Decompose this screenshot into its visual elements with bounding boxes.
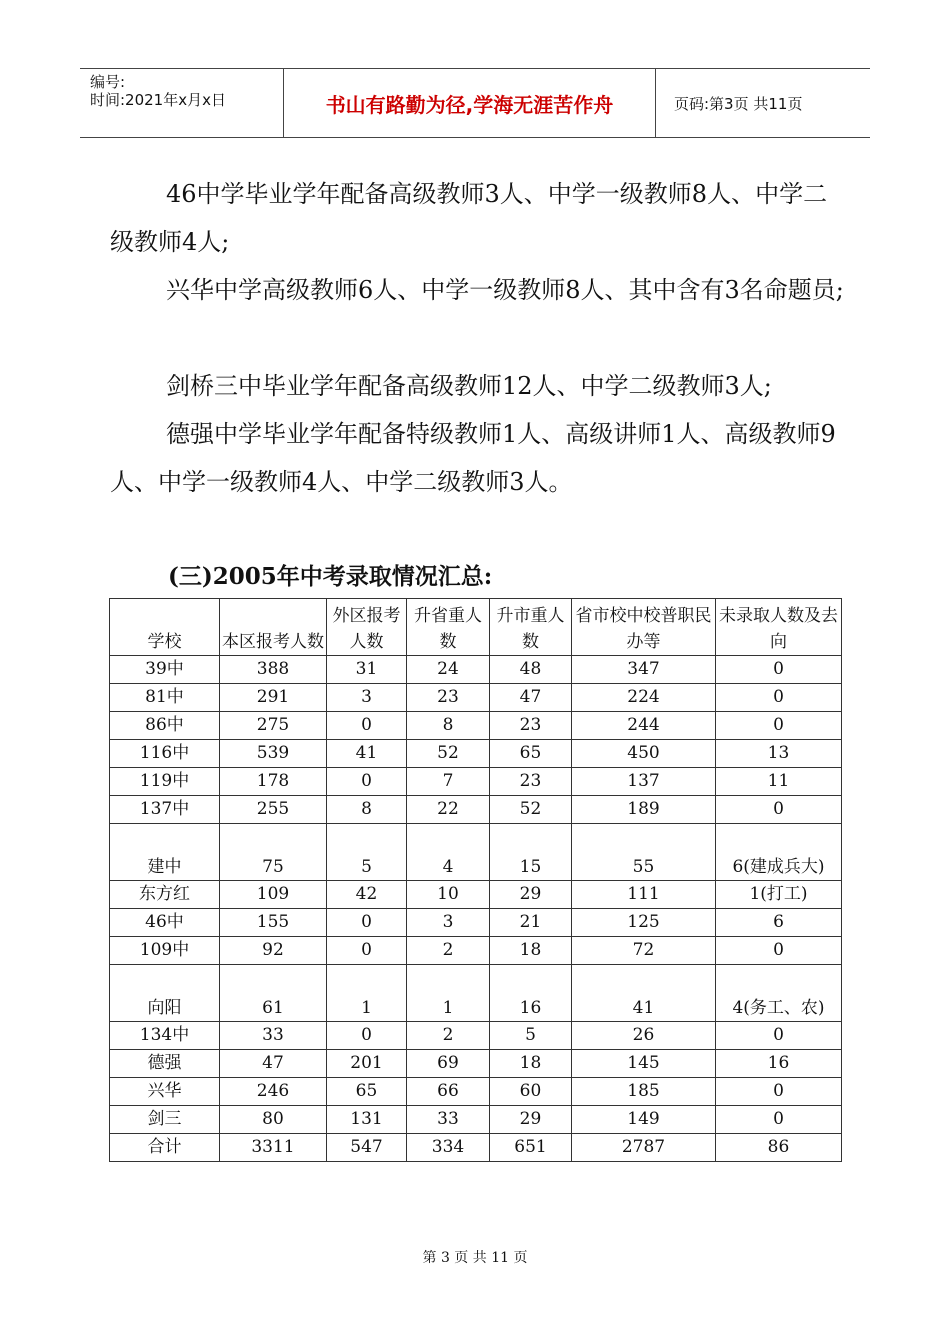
- table-cell: 6(建成兵大): [716, 824, 842, 881]
- table-cell: 41: [572, 965, 716, 1022]
- table-cell: 111: [572, 881, 716, 909]
- table-cell: 29: [490, 881, 572, 909]
- table-cell: 0: [716, 937, 842, 965]
- table-cell: 0: [716, 684, 842, 712]
- table-cell: 2: [407, 1022, 490, 1050]
- table-cell: 275: [220, 712, 327, 740]
- page-info-text: 页码:第3页 共11页: [674, 94, 803, 113]
- table-cell: 3: [407, 909, 490, 937]
- table-cell: 137: [572, 768, 716, 796]
- table-cell: 0: [716, 656, 842, 684]
- table-cell: 388: [220, 656, 327, 684]
- table-cell: 剑三: [110, 1106, 220, 1134]
- table-row: [110, 909, 842, 937]
- table-cell: 42: [327, 881, 407, 909]
- table-cell: 22: [407, 796, 490, 824]
- table-cell: 18: [490, 1050, 572, 1078]
- table-row: [110, 965, 842, 1022]
- table-row: [110, 684, 842, 712]
- table-cell: 450: [572, 740, 716, 768]
- table-cell: 0: [327, 909, 407, 937]
- table-cell: 3311: [220, 1134, 327, 1162]
- table-cell: 3: [327, 684, 407, 712]
- table-cell: 48: [490, 656, 572, 684]
- table-cell: 23: [490, 768, 572, 796]
- header-cell: 升省重人数: [407, 599, 490, 656]
- header-cell: 外区报考人数: [327, 599, 407, 656]
- table-cell: 69: [407, 1050, 490, 1078]
- table-cell: 7: [407, 768, 490, 796]
- table-row: [110, 768, 842, 796]
- table-cell: 4(务工、农): [716, 965, 842, 1022]
- table-row: [110, 740, 842, 768]
- paragraph-3: 剑桥三中毕业学年配备高级教师12人、中学二级教师3人;: [166, 372, 772, 400]
- table-row: [110, 1050, 842, 1078]
- table-cell: 539: [220, 740, 327, 768]
- table-cell: 109中: [110, 937, 220, 965]
- table-cell: 189: [572, 796, 716, 824]
- header-cell: 学校: [110, 599, 220, 656]
- paragraph-2: 兴华中学高级教师6人、中学一级教师8人、其中含有3名命题员;: [166, 276, 844, 304]
- section-title: (三)2005年中考录取情况汇总:: [168, 563, 493, 590]
- table-cell: 33: [220, 1022, 327, 1050]
- page-footer: 第 3 页 共 11 页: [422, 1250, 528, 1266]
- header-cell: 未录取人数及去向: [716, 599, 842, 656]
- table-row: [110, 712, 842, 740]
- table-cell: 8: [407, 712, 490, 740]
- table-cell: 92: [220, 937, 327, 965]
- table-cell: 41: [327, 740, 407, 768]
- header-motto: 书山有路勤为径,学海无涯苦作舟: [283, 69, 656, 137]
- table-cell: 0: [716, 796, 842, 824]
- table-cell: 39中: [110, 656, 220, 684]
- table-row: [110, 1078, 842, 1106]
- table-cell: 0: [327, 937, 407, 965]
- table-cell: 0: [716, 1078, 842, 1106]
- table-cell: 60: [490, 1078, 572, 1106]
- table-cell: 0: [327, 768, 407, 796]
- table-cell: 52: [407, 740, 490, 768]
- table-cell: 52: [490, 796, 572, 824]
- table-cell: 29: [490, 1106, 572, 1134]
- table-cell: 185: [572, 1078, 716, 1106]
- table-cell: 178: [220, 768, 327, 796]
- table-row: [110, 796, 842, 824]
- table-cell: 1: [327, 965, 407, 1022]
- header-page-info: [664, 69, 870, 137]
- table-cell: 1(打工): [716, 881, 842, 909]
- table-cell: 80: [220, 1106, 327, 1134]
- table-cell: 116中: [110, 740, 220, 768]
- table-cell: 6: [716, 909, 842, 937]
- table-cell: 26: [572, 1022, 716, 1050]
- table-cell: 66: [407, 1078, 490, 1106]
- table-cell: 47: [220, 1050, 327, 1078]
- admission-summary-table: [109, 598, 842, 1162]
- table-cell: 兴华: [110, 1078, 220, 1106]
- header-meta: [80, 69, 283, 137]
- paragraph-1: 46中学毕业学年配备高级教师3人、中学一级教师8人、中学二级教师4人;: [110, 180, 828, 256]
- table-cell: 651: [490, 1134, 572, 1162]
- table-cell: 72: [572, 937, 716, 965]
- table-cell: 201: [327, 1050, 407, 1078]
- table-row: [110, 824, 842, 881]
- table-cell: 47: [490, 684, 572, 712]
- paragraph-4: 德强中学毕业学年配备特级教师1人、高级讲师1人、高级教师9人、中学一级教师4人、中学二级教师3人。: [110, 420, 836, 496]
- table-cell: 1: [407, 965, 490, 1022]
- table-cell: 155: [220, 909, 327, 937]
- table-cell: 31: [327, 656, 407, 684]
- table-cell: 0: [716, 712, 842, 740]
- table-cell: 10: [407, 881, 490, 909]
- header-cell: 本区报考人数: [220, 599, 327, 656]
- table-cell: 向阳: [110, 965, 220, 1022]
- table-cell: 246: [220, 1078, 327, 1106]
- table-cell: 0: [327, 712, 407, 740]
- table-cell: 224: [572, 684, 716, 712]
- table-row: [110, 1022, 842, 1050]
- table-cell: 131: [327, 1106, 407, 1134]
- table-cell: 0: [716, 1022, 842, 1050]
- table-cell: 149: [572, 1106, 716, 1134]
- table-cell: 137中: [110, 796, 220, 824]
- table-cell: 55: [572, 824, 716, 881]
- table-cell: 0: [327, 1022, 407, 1050]
- table-cell: 11: [716, 768, 842, 796]
- table-cell: 18: [490, 937, 572, 965]
- number-label: 编号:: [90, 73, 126, 91]
- table-row: [110, 656, 842, 684]
- table-cell: 13: [716, 740, 842, 768]
- table-cell: 东方红: [110, 881, 220, 909]
- table-cell: 86中: [110, 712, 220, 740]
- table-cell: 德强: [110, 1050, 220, 1078]
- table-cell: 建中: [110, 824, 220, 881]
- header-cell: 省市校中校普职民办等: [572, 599, 716, 656]
- table-header-row: [110, 599, 842, 656]
- table-cell: 15: [490, 824, 572, 881]
- table-cell: 33: [407, 1106, 490, 1134]
- table-cell: 291: [220, 684, 327, 712]
- table-cell: 5: [327, 824, 407, 881]
- table-cell: 21: [490, 909, 572, 937]
- table-cell: 2: [407, 937, 490, 965]
- table-cell: 109: [220, 881, 327, 909]
- table-cell: 65: [490, 740, 572, 768]
- table-cell: 255: [220, 796, 327, 824]
- table-cell: 合计: [110, 1134, 220, 1162]
- table-cell: 547: [327, 1134, 407, 1162]
- time-label: 时间:2021年x月x日: [90, 91, 226, 109]
- table-cell: 65: [327, 1078, 407, 1106]
- table-cell: 75: [220, 824, 327, 881]
- table-row: [110, 937, 842, 965]
- table-cell: 134中: [110, 1022, 220, 1050]
- table-cell: 61: [220, 965, 327, 1022]
- table-cell: 23: [490, 712, 572, 740]
- table-cell: 4: [407, 824, 490, 881]
- table-cell: 244: [572, 712, 716, 740]
- header-cell: 升市重人数: [490, 599, 572, 656]
- table-cell: 5: [490, 1022, 572, 1050]
- table-row: [110, 1134, 842, 1162]
- document-header: [80, 68, 870, 138]
- table-cell: 23: [407, 684, 490, 712]
- table-cell: 347: [572, 656, 716, 684]
- table-cell: 16: [490, 965, 572, 1022]
- table-cell: 2787: [572, 1134, 716, 1162]
- table-cell: 81中: [110, 684, 220, 712]
- table-cell: 145: [572, 1050, 716, 1078]
- table-cell: 86: [716, 1134, 842, 1162]
- table-cell: 125: [572, 909, 716, 937]
- table-row: [110, 881, 842, 909]
- table-cell: 119中: [110, 768, 220, 796]
- table-row: [110, 1106, 842, 1134]
- table-cell: 16: [716, 1050, 842, 1078]
- table-cell: 46中: [110, 909, 220, 937]
- table-cell: 24: [407, 656, 490, 684]
- table-cell: 0: [716, 1106, 842, 1134]
- table-cell: 334: [407, 1134, 490, 1162]
- table-cell: 8: [327, 796, 407, 824]
